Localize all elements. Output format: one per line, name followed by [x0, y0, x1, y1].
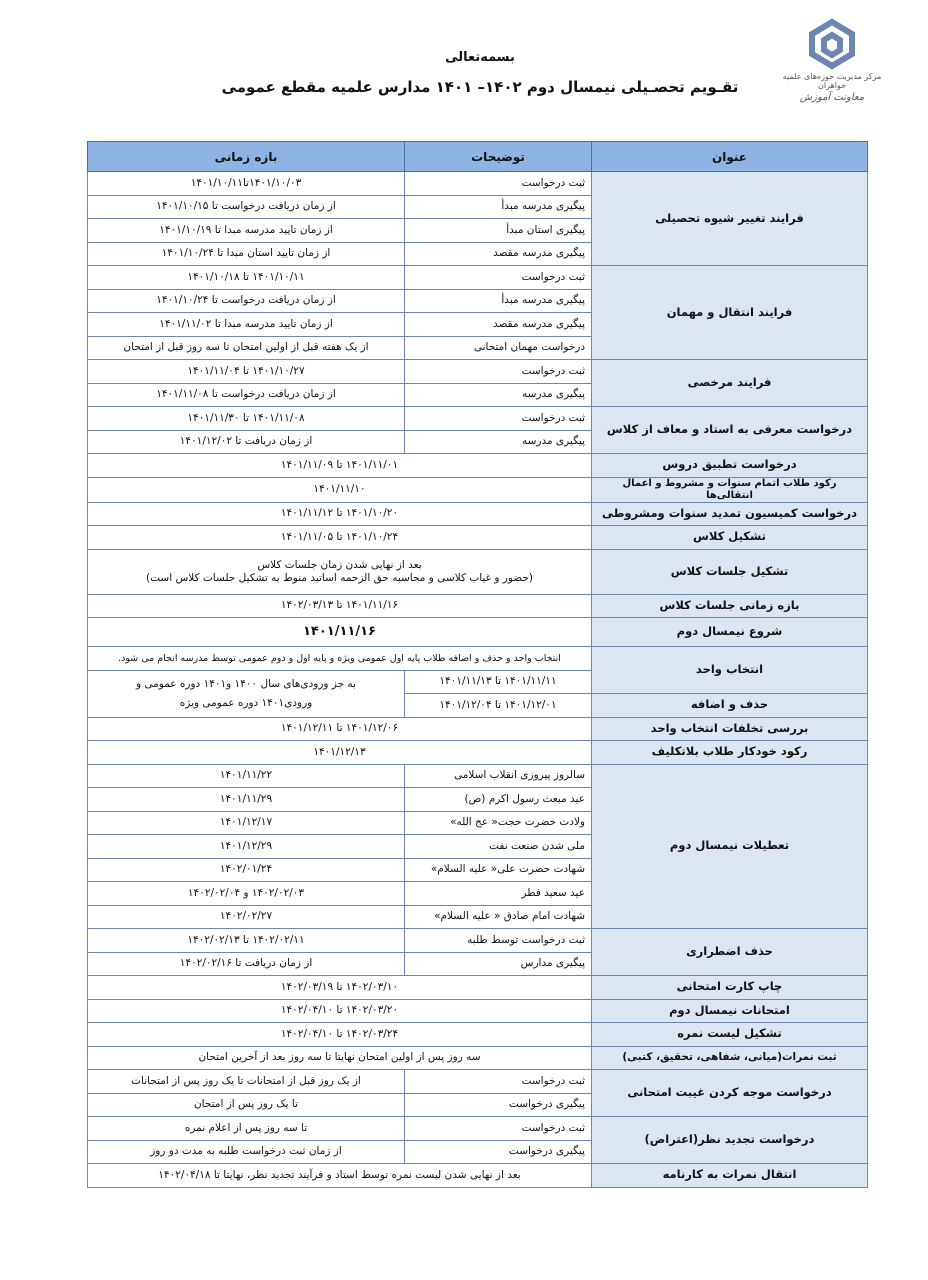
row-desc: ثبت درخواست توسط طلبه	[405, 929, 592, 953]
column-header-desc: توضیحات	[405, 142, 592, 172]
row-title: رکود خودکار طلاب بلاتکلیف	[592, 741, 868, 765]
table-row	[88, 266, 868, 290]
row-desc: پیگیری درخواست	[405, 1093, 592, 1117]
table-row	[88, 929, 868, 953]
row-desc: پیگیری مدرسه	[405, 430, 592, 454]
row-title: انتقال نمرات به کارنامه	[592, 1164, 868, 1188]
row-desc: ثبت درخواست	[405, 407, 592, 431]
row-period: از زمان دریافت درخواست تا ۱۴۰۱/۱۰/۱۵	[88, 195, 405, 219]
table-header-row	[88, 142, 868, 172]
table-row	[88, 360, 868, 384]
table-row	[88, 1117, 868, 1141]
logo-department-name: معاونت آموزش	[799, 92, 865, 103]
row-title: حذف اضطراری	[592, 929, 868, 976]
row-title: فرایند مرخصی	[592, 360, 868, 407]
row-title: شروع نیمسال دوم	[592, 618, 868, 647]
table-row	[88, 526, 868, 550]
row-desc: پیگیری مدارس	[405, 952, 592, 976]
row-desc: درخواست مهمان امتحانی	[405, 336, 592, 360]
row-period: ۱۴۰۱/۱۲/۰۶ تا ۱۴۰۱/۱۲/۱۱	[88, 717, 592, 741]
column-header-period: بازه زمانی	[88, 142, 405, 172]
row-desc: سالروز پیروزی انقلاب اسلامی	[405, 764, 592, 788]
row-period: ۱۴۰۱/۱۲/۱۷	[88, 811, 405, 835]
row-period: ۱۴۰۲/۰۳/۲۴ تا ۱۴۰۲/۰۴/۱۰	[88, 1023, 592, 1047]
row-title: بررسی تخلفات انتخاب واحد	[592, 717, 868, 741]
row-period: ۱۴۰۱/۱۲/۱۳	[88, 741, 592, 765]
row-period: ۱۴۰۲/۰۱/۲۴	[88, 858, 405, 882]
row-period	[88, 549, 592, 594]
row-title: بازه زمانی جلسات کلاس	[592, 594, 868, 618]
period-line: بعد از نهایی شدن زمان جلسات کلاس	[257, 558, 422, 571]
row-period: از زمان دریافت درخواست تا ۱۴۰۱/۱۰/۲۴	[88, 289, 405, 313]
period-line: به جز ورودی‌های سال ۱۴۰۰ و۱۴۰۱ دوره عمومی و	[136, 677, 356, 690]
row-desc: ملی شدن صنعت نفت	[405, 835, 592, 859]
row-period: ۱۴۰۱/۱۱/۰۱ تا ۱۴۰۱/۱۱/۰۹	[88, 454, 592, 478]
row-period: تا سه روز پس از اعلام نمره	[88, 1117, 405, 1141]
row-desc: پیگیری مدرسه مقصد	[405, 313, 592, 337]
table-row	[88, 1023, 868, 1047]
table-row	[88, 717, 868, 741]
row-desc: شهادت حضرت علی« علیه السلام»	[405, 858, 592, 882]
row-title: امتحانات نیمسال دوم	[592, 999, 868, 1023]
row-title: درخواست کمیسیون تمدید سنوات ومشروطی	[592, 502, 868, 526]
row-period: از یک روز قبل از امتحانات تا یک روز پس از امتحانات	[88, 1070, 405, 1094]
column-header-title: عنوان	[592, 142, 868, 172]
row-period: ۱۴۰۲/۰۲/۲۷	[88, 905, 405, 929]
row-desc: شهادت امام صادق « علیه السلام»	[405, 905, 592, 929]
row-period	[88, 670, 405, 717]
row-title: درخواست تطبیق دروس	[592, 454, 868, 478]
table-row	[88, 549, 868, 594]
row-title: درخواست معرفی به استاد و معاف از کلاس	[592, 407, 868, 454]
row-period: ۱۴۰۱/۱۰/۰۳تا۱۴۰۱/۱۰/۱۱	[88, 172, 405, 196]
table-row	[88, 764, 868, 788]
row-title: تعطیلات نیمسال دوم	[592, 764, 868, 929]
table-row	[88, 594, 868, 618]
row-desc: ۱۴۰۱/۱۱/۱۱ تا ۱۴۰۱/۱۱/۱۳	[405, 670, 592, 694]
row-period: از یک هفته قبل از اولین امتحان تا سه روز قبل از امتحان	[88, 336, 405, 360]
row-title: انتخاب واحد	[592, 647, 868, 694]
row-period: ۱۴۰۲/۰۳/۲۰ تا ۱۴۰۲/۰۴/۱۰	[88, 999, 592, 1023]
row-title: حذف و اضافه	[592, 694, 868, 718]
row-desc: عید مبعث رسول اکرم (ص)	[405, 788, 592, 812]
row-desc: پیگیری استان مبدأ	[405, 219, 592, 243]
table-row	[88, 999, 868, 1023]
logo-organization-name: مرکز مدیریت حوزه‌های علمیه خواهران	[782, 72, 882, 90]
row-desc: پیگیری مدرسه مقصد	[405, 242, 592, 266]
row-period: ۱۴۰۱/۱۲/۲۹	[88, 835, 405, 859]
row-period: تا یک روز پس از امتحان	[88, 1093, 405, 1117]
row-desc: ولادت حضرت حجت« عج الله»	[405, 811, 592, 835]
table-row	[88, 618, 868, 647]
row-period: سه روز پس از اولین امتحان نهایتا تا سه روز بعد از آخرین امتحان	[88, 1046, 592, 1070]
row-title: درخواست تجدید نظر(اعتراض)	[592, 1117, 868, 1164]
row-desc: ثبت درخواست	[405, 360, 592, 384]
row-period: ۱۴۰۲/۰۲/۱۱ تا ۱۴۰۲/۰۲/۱۳	[88, 929, 405, 953]
row-desc: ثبت درخواست	[405, 266, 592, 290]
table-row	[88, 1070, 868, 1094]
row-desc: عید سعید فطر	[405, 882, 592, 906]
row-period: از زمان تایید مدرسه مبدا تا ۱۴۰۱/۱۰/۱۹	[88, 219, 405, 243]
row-title: فرایند انتقال و مهمان	[592, 266, 868, 360]
logo-emblem-icon	[782, 14, 882, 74]
basmala: بسمه‌تعالی	[445, 50, 515, 65]
table-row	[88, 976, 868, 1000]
row-period: از زمان ثبت درخواست طلبه به مدت دو روز	[88, 1140, 405, 1164]
table-row	[88, 477, 868, 502]
row-desc: ثبت درخواست	[405, 172, 592, 196]
row-desc: ۱۴۰۱/۱۲/۰۱ تا ۱۴۰۱/۱۲/۰۴	[405, 694, 592, 718]
row-period: ۱۴۰۱/۱۱/۱۶	[88, 618, 592, 647]
row-period: ۱۴۰۱/۱۱/۱۰	[88, 477, 592, 502]
row-period: ۱۴۰۲/۰۲/۰۳ و ۱۴۰۲/۰۲/۰۴	[88, 882, 405, 906]
page-title: تقـویم تحصـیلی نیمسال دوم ۱۴۰۲– ۱۴۰۱ مدارس علمیه مقطع عمومی	[221, 78, 739, 96]
row-title: تشکیل کلاس	[592, 526, 868, 550]
row-desc: پیگیری مدرسه مبدأ	[405, 289, 592, 313]
row-title: تشکیل جلسات کلاس	[592, 549, 868, 594]
row-period: از زمان دریافت درخواست تا ۱۴۰۱/۱۱/۰۸	[88, 383, 405, 407]
row-title: درخواست موجه کردن غیبت امتحانی	[592, 1070, 868, 1117]
row-period: از زمان دریافت تا ۱۴۰۱/۱۲/۰۲	[88, 430, 405, 454]
row-period: از زمان تایید استان مبدا تا ۱۴۰۱/۱۰/۲۴	[88, 242, 405, 266]
academic-calendar-table	[87, 141, 868, 1188]
table-row	[88, 647, 868, 671]
row-period: ۱۴۰۱/۱۱/۰۸ تا ۱۴۰۱/۱۱/۳۰	[88, 407, 405, 431]
row-title: ثبت نمرات(میانی، شفاهی، تحقیق، کتبی)	[592, 1046, 868, 1070]
table-row	[88, 454, 868, 478]
row-period: ۱۴۰۱/۱۰/۲۴ تا ۱۴۰۱/۱۱/۰۵	[88, 526, 592, 550]
period-line: (حضور و غیاب کلاسی و محاسبه حق الزحمه اساتید منوط به تشکیل جلسات کلاس است)	[146, 571, 533, 584]
row-period: انتخاب واحد و حذف و اضافه طلاب پایه اول عمومی ویژه و پایه اول و دوم عمومی توسط مدرسه انجام می شود.	[88, 647, 592, 671]
row-period: ۱۴۰۱/۱۱/۲۲	[88, 764, 405, 788]
row-period: ۱۴۰۱/۱۱/۲۹	[88, 788, 405, 812]
row-period: ۱۴۰۱/۱۰/۲۷ تا ۱۴۰۱/۱۱/۰۴	[88, 360, 405, 384]
row-period: ۱۴۰۲/۰۳/۱۰ تا ۱۴۰۲/۰۳/۱۹	[88, 976, 592, 1000]
period-line: ورودی۱۴۰۱ دوره عمومی ویژه	[179, 696, 313, 709]
row-desc: پیگیری مدرسه مبدأ	[405, 195, 592, 219]
page-header	[0, 0, 928, 140]
row-desc: پیگیری درخواست	[405, 1140, 592, 1164]
table-row	[88, 172, 868, 196]
row-title: فرایند تغییر شیوه تحصیلی	[592, 172, 868, 266]
row-period: ۱۴۰۱/۱۱/۱۶ تا ۱۴۰۲/۰۳/۱۳	[88, 594, 592, 618]
row-title: چاپ کارت امتحانی	[592, 976, 868, 1000]
row-period: از زمان تایید مدرسه مبدا تا ۱۴۰۱/۱۱/۰۲	[88, 313, 405, 337]
table-row	[88, 502, 868, 526]
row-title: تشکیل لیست نمره	[592, 1023, 868, 1047]
row-period: ۱۴۰۱/۱۰/۲۰ تا ۱۴۰۱/۱۱/۱۲	[88, 502, 592, 526]
table-row	[88, 741, 868, 765]
row-title: رکود طلاب اتمام سنوات و مشروط و اعمال انتقالی‌ها	[592, 477, 868, 502]
table-row	[88, 407, 868, 431]
row-desc: پیگیری مدرسه	[405, 383, 592, 407]
table-row	[88, 1164, 868, 1188]
table-row	[88, 1046, 868, 1070]
row-desc: ثبت درخواست	[405, 1117, 592, 1141]
row-desc: ثبت درخواست	[405, 1070, 592, 1094]
row-period: بعد از نهایی شدن لیست نمره توسط استاد و فرآیند تجدید نظر، نهایتا تا ۱۴۰۲/۰۴/۱۸	[88, 1164, 592, 1188]
row-period: ۱۴۰۱/۱۰/۱۱ تا ۱۴۰۱/۱۰/۱۸	[88, 266, 405, 290]
row-period: از زمان دریافت تا ۱۴۰۲/۰۲/۱۶	[88, 952, 405, 976]
